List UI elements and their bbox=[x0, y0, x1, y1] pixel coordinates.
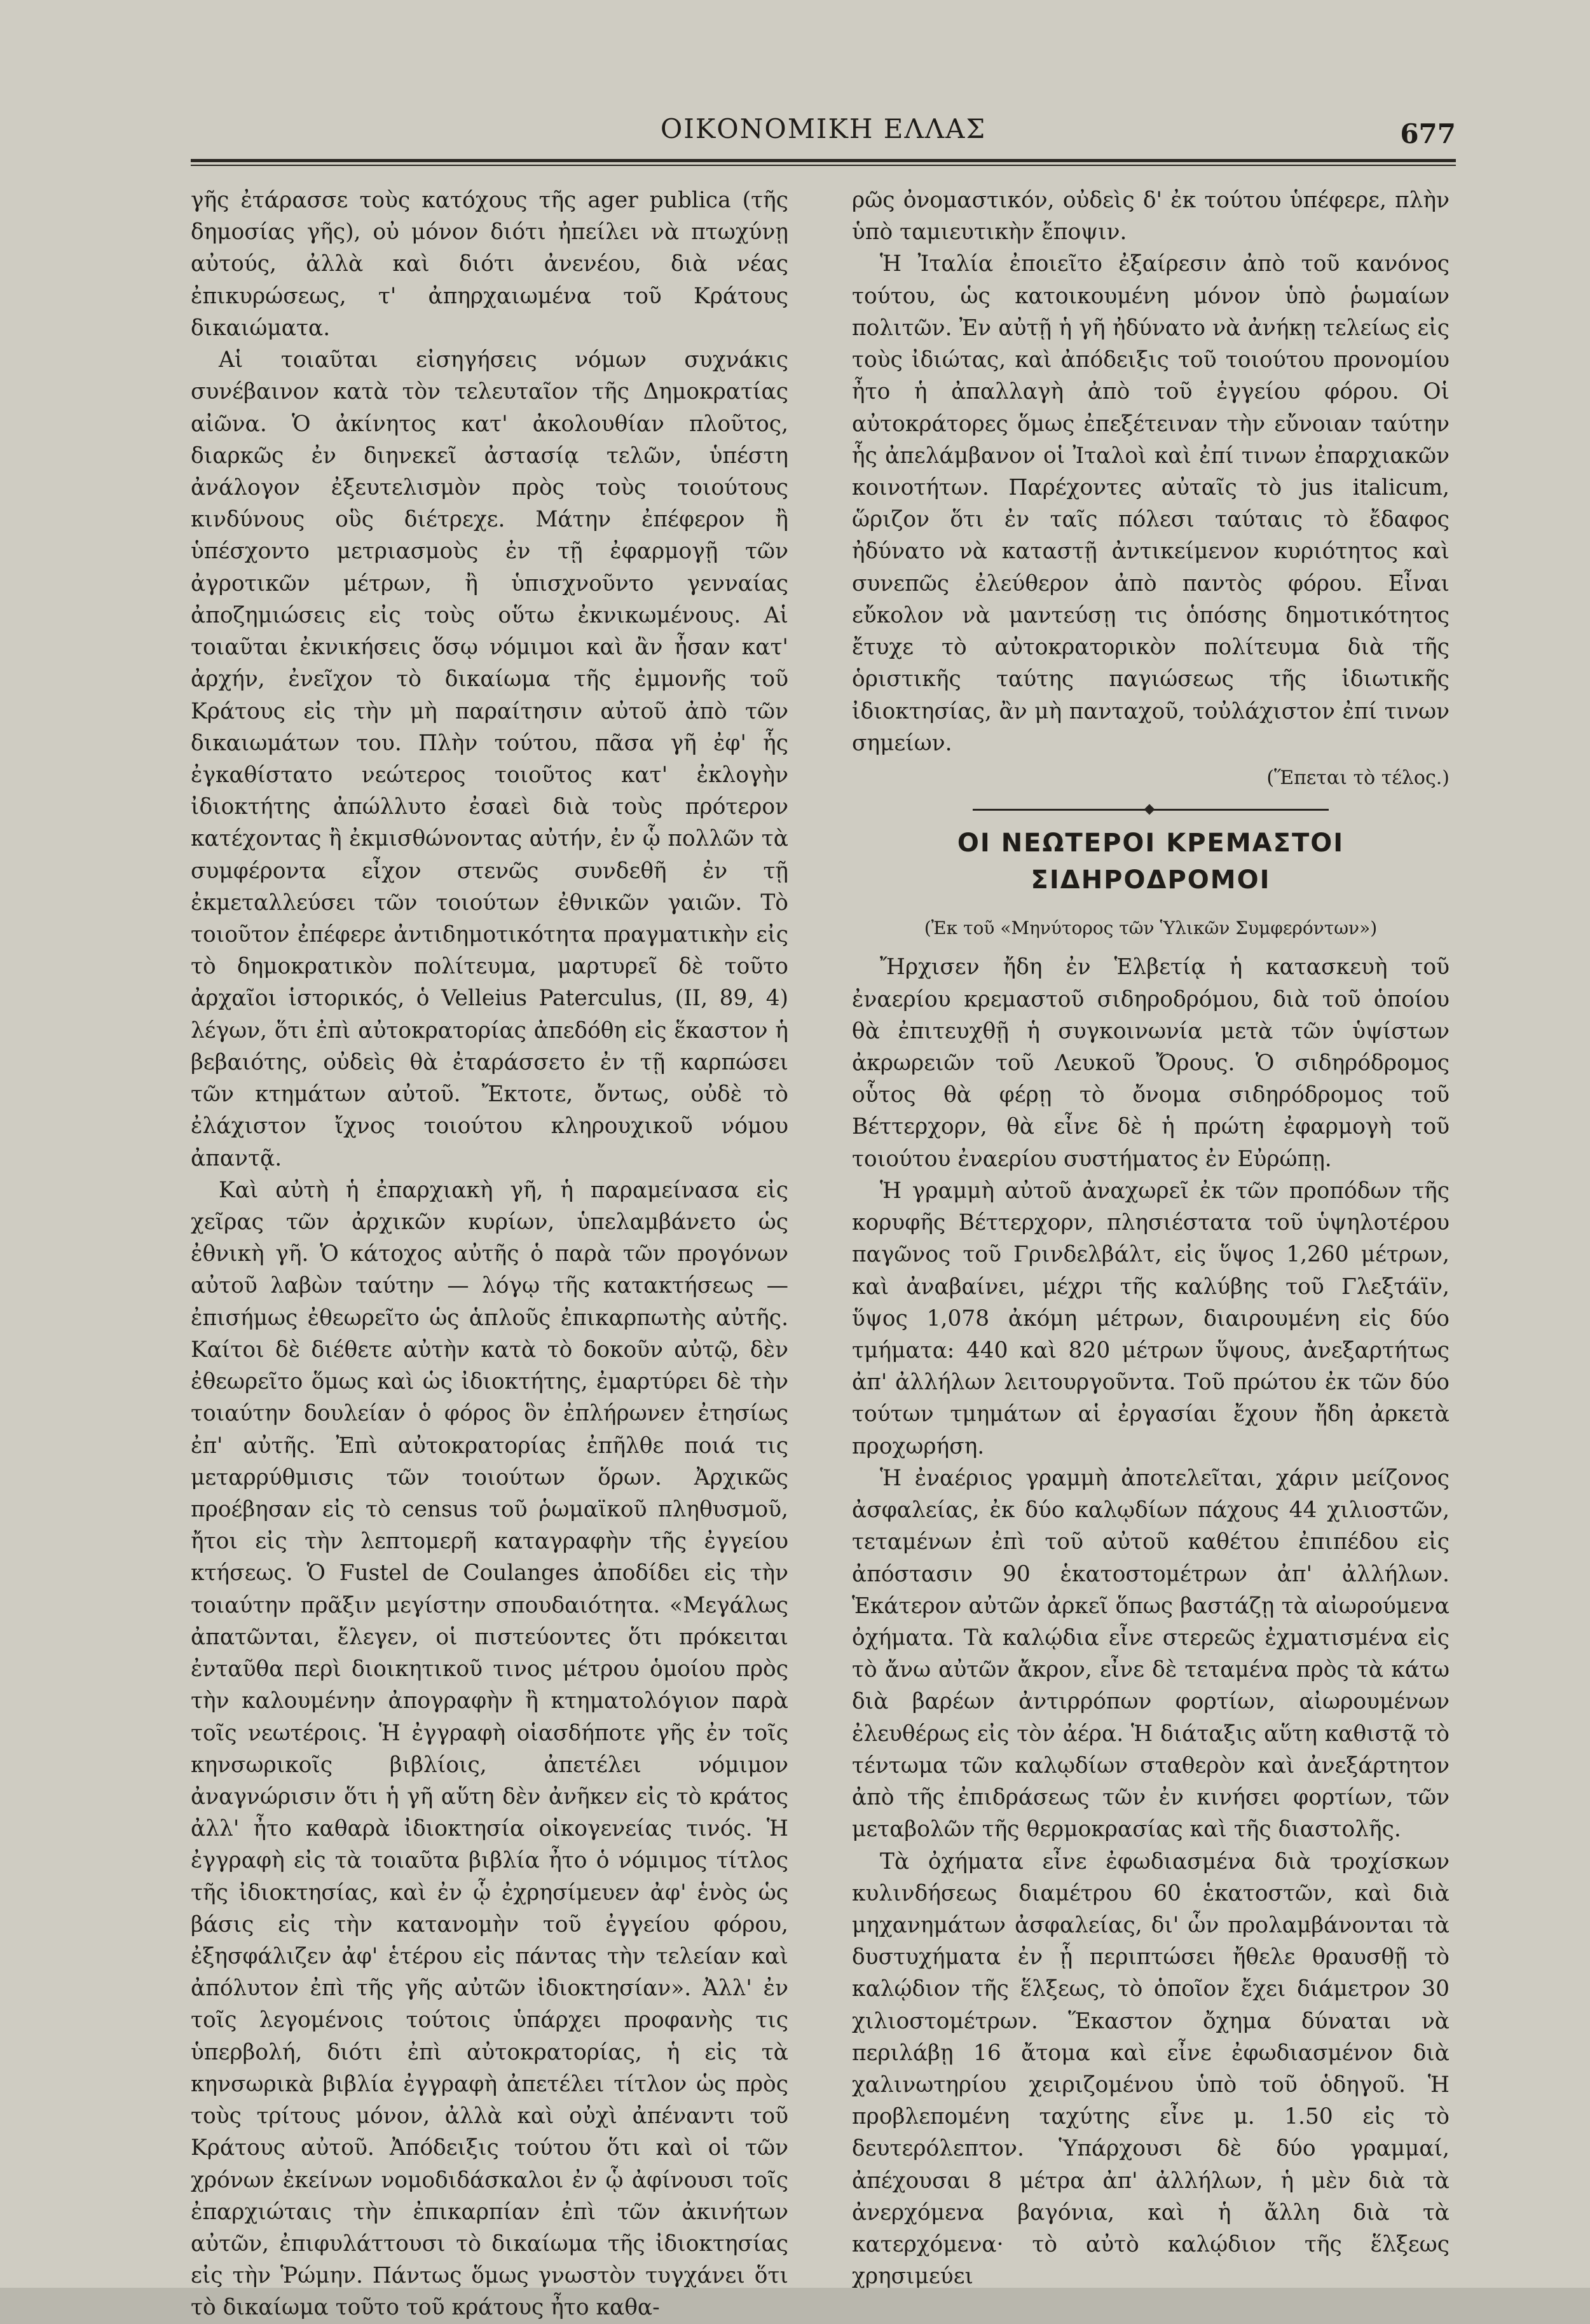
left-paragraph: γῆς ἐτάρασσε τοὺς κατόχους τῆς ager publica (τῆς δημοσίας γῆς), οὐ μόνον διότι ἠπείλει νὰ πτωχύνῃ αὐτούς, ἀλλὰ καὶ διότι ἀνενέου, διὰ νέας ἐπικυρώσεως, τ' ἀπηρχαιωμένα τοῦ Κράτους δικαιώματα. bbox=[191, 188, 788, 341]
continues-note: (Ἕπεται τὸ τέλος.) bbox=[1266, 766, 1450, 789]
right-paragraph: Ἡ Ἰταλία ἐποιεῖτο ἐξαίρεσιν ἀπὸ τοῦ κανόνος τούτου, ὡς κατοικουμένη μόνον ὑπὸ ῥωμαίων πολιτῶν. Ἐν αὐτῇ ἡ γῆ ἠδύνατο νὰ ἀνήκῃ τελείως εἰς τοὺς ἰδιώτας, καὶ ἀπόδειξις τοῦ τοιούτου προνομίου ἦτο ἡ ἀπαλλαγὴ ἀπὸ τοῦ ἐγγείου φόρου. Οἱ αὐτοκράτορες ὅμως ἐπεξέτειναν τὴν εὔνοιαν ταύτην ἧς ἀπελάμβανον οἱ Ἰταλοὶ καὶ ἐπί τινων ἐπαρχιακῶν κοινοτήτων. Παρέχοντες αὐταῖς τὸ jus italicum, ὥριζον ὅτι ἐν ταῖς πόλεσι ταύταις τὸ ἔδαφος ἠδύνατο νὰ καταστῇ ἀντικείμενον κυριότητος καὶ συνεπῶς ἐλεύθερον ἀπὸ παντὸς φόρου. Εἶναι εὔκολον νὰ μαντεύσῃ τις ὁπόσης δημοτικότητος ἔτυχε τὸ αὐτοκρατορικὸν πολίτευμα διὰ τῆς ὁριστικῆς ταύτης παγιώσεως τῆς ἰδιωτικῆς ἰδιοκτησίας, ἂν μὴ πανταχοῦ, τοὐλάχιστον ἐπί τινων σημείων. bbox=[852, 251, 1450, 756]
right-paragraph: ρῶς ὀνομαστικόν, οὐδεὶς δ' ἐκ τούτου ὑπέφερε, πλὴν ὑπὸ ταμιευτικὴν ἔποψιν. bbox=[852, 188, 1450, 245]
left-paragraph: Αἱ τοιαῦται εἰσηγήσεις νόμων συχνάκις συνέβαινον κατὰ τὸν τελευταῖον τῆς Δημοκρατίας αἰῶνα. Ὁ ἀκίνητος κατ' ἀκολουθίαν πλοῦτος, διαρκῶς ἐν διηνεκεῖ ἀστασίᾳ τελῶν, ὑπέστη ἀνάλογον ἐξευτελισμὸν πρὸς τοὺς τοιούτους κινδύνους οὓς διέτρεχε. Μάτην ἐπέφερον ἢ ὑπέσχοντο μετριασμοὺς ἐν τῇ ἐφαρμογῇ τῶν ἀγροτικῶν μέτρων, ἢ ὑπισχνοῦντο γενναίας ἀποζημιώσεις εἰς τοὺς οὕτω ἐκνικωμένους. Αἱ τοιαῦται ἐκνικήσεις ὅσῳ νόμιμοι καὶ ἂν ἦσαν κατ' ἀρχήν, ἐνεῖχον τὸ δικαίωμα τῆς ἐμμονῆς τοῦ Κράτους εἰς τὴν μὴ παραίτησιν αὐτοῦ ἀπὸ τῶν δικαιωμάτων του. Πλὴν τούτου, πᾶσα γῆ ἐφ' ἧς ἐγκαθίστατο νεώτερος τοιοῦτος κατ' ἐκλογὴν ἰδιοκτήτης ἀπώλλυτο ἐσαεὶ διὰ τοὺς πρότερον κατέχοντας ἢ ἐκμισθώνοντας αὐτήν, ἐν ᾧ πολλῶν τὰ συμφέροντα εἶχον στενῶς συνδεθῆ ἐν τῇ ἐκμεταλλεύσει τῶν τοιούτων ἐθνικῶν γαιῶν. Τὸ τοιοῦτον ἐπέφερε ἀντιδημοτικότητα πραγματικὴν εἰς τὸ δημοκρατικὸν πολίτευμα, μαρτυρεῖ δὲ τοῦτο ἀρχαῖοι ἱστορικός, ὁ Velleius Paterculus, (II, 89, 4) λέγων, ὅτι ἐπὶ αὐτοκρατορίας ἀπεδόθη εἰς ἕκαστον ἡ βεβαιότης, οὐδεὶς θὰ ἐταράσσετο ἐν τῇ καρπώσει τῶν κτημάτων αὐτοῦ. Ἔκτοτε, ὄντως, οὐδὲ τὸ ἐλάχιστον ἴχνος τοιούτου κληρουχικοῦ νόμου ἀπαντᾷ. bbox=[191, 347, 788, 1171]
article-paragraph: Ἤρχισεν ἤδη ἐν Ἑλβετίᾳ ἡ κατασκευὴ τοῦ ἐναερίου κρεμαστοῦ σιδηροδρόμου, διὰ τοῦ ὁποίου θὰ ἐπιτευχθῇ ἡ συγκοινωνία μετὰ τῶν ὑψίστων ἀκρωρειῶν τοῦ Λευκοῦ Ὄρους. Ὁ σιδηρόδρομος οὗτος θὰ φέρῃ τὸ ὄνομα σιδηρόδρομος τοῦ Βέττερχορν, θὰ εἶνε δὲ ἡ πρώτη ἐφαρμογὴ τοῦ τοιούτου ἐναερίου συστήματος ἐν Εὐρώπῃ. bbox=[852, 954, 1450, 1172]
page-number: 677 bbox=[1400, 118, 1456, 149]
article-paragraph: Τὰ ὀχήματα εἶνε ἐφωδιασμένα διὰ τροχίσκων κυλινδήσεως διαμέτρου 60 ἑκατοστῶν, καὶ διὰ μηχανημάτων ἀσφαλείας, δι' ὧν προλαμβάνονται τὰ δυστυχήματα ἐν ᾗ περιπτώσει ἤθελε θραυσθῇ τὸ καλῴδιον τῆς ἕλξεως, τὸ ὁποῖον ἔχει διάμετρον 30 χιλιοστομέτρων. Ἕκαστον ὄχημα δύναται νὰ περιλάβῃ 16 ἄτομα καὶ εἶνε ἐφωδιασμένον διὰ χαλινωτηρίου χειριζομένου ὑπὸ τοῦ ὁδηγοῦ. Ἡ προβλεπομένη ταχύτης εἶνε μ. 1.50 εἰς τὸ δευτερόλεπτον. Ὑπάρχουσι δὲ δύο γραμμαί, ἀπέχουσαι 8 μέτρα ἀπ' ἀλλήλων, ἡ μὲν διὰ τὰ ἀνερχόμενα βαγόνια, καὶ ἡ ἄλλη διὰ τὰ κατερχόμενα· τὸ αὐτὸ καλῴδιον τῆς ἕλξεως χρησιμεύει bbox=[852, 1848, 1450, 2290]
article-source: (Ἐκ τοῦ «Μηνύτορος τῶν Ὑλικῶν Συμφερόντων») bbox=[924, 917, 1378, 939]
article-title: ΟΙ ΝΕΩΤΕΡΟΙ ΚΡΕΜΑΣΤΟΙ ΣΙΔΗΡΟΔΡΟΜΟΙ bbox=[957, 828, 1345, 895]
article-paragraph: Ἡ γραμμὴ αὐτοῦ ἀναχωρεῖ ἐκ τῶν προπόδων τῆς κορυφῆς Βέττερχορν, πλησιέστατα τοῦ ὑψηλοτέρου παγῶνος τοῦ Γρινδελβάλτ, εἰς ὕψος 1,260 μέτρων, καὶ ἀναβαίνει, μέχρι τῆς καλύβης τοῦ Γλεξτάϊν, ὕψος 1,078 ἀκόμη μέτρων, διαιρουμένη εἰς δύο τμήματα: 440 καὶ 820 μέτρων ὕψους, ἀνεξαρτήτως ἀπ' ἀλλήλων λειτουργοῦντα. Τοῦ πρώτου ἐκ τῶν δύο τούτων τμημάτων αἱ ἐργασίαι ἔχουν ἤδη ἀρκετὰ προχωρήση. bbox=[852, 1178, 1450, 1459]
left-paragraph: Καὶ αὐτὴ ἡ ἐπαρχιακὴ γῆ, ἡ παραμείνασα εἰς χεῖρας τῶν ἀρχικῶν κυρίων, ὑπελαμβάνετο ὡς ἐθνικὴ γῆ. Ὁ κάτοχος αὐτῆς ὁ παρὰ τῶν προγόνων αὐτοῦ λαβὼν ταύτην — λόγῳ τῆς κατακτήσεως — ἐπισήμως ἐθεωρεῖτο ὡς ἁπλοῦς ἐπικαρπωτὴς αὐτῆς. Καίτοι δὲ διέθετε αὐτὴν κατὰ τὸ δοκοῦν αὐτῷ, δὲν ἐθεωρεῖτο ὅμως καὶ ὡς ἰδιοκτήτης, ἐμαρτύρει δὲ τὴν τοιαύτην δουλείαν ὁ φόρος ὃν ἐπλήρωνεν ἐτησίως ἐπ' αὐτῆς. Ἐπὶ αὐτοκρατορίας ἐπῆλθε ποιά τις μεταρρύθμισις τῶν τοιούτων ὅρων. Ἀρχικῶς προέβησαν εἰς τὸ census τοῦ ῥωμαϊκοῦ πληθυσμοῦ, ἤτοι εἰς τὴν λεπτομερῆ καταγραφὴν τῆς ἐγγείου κτήσεως. Ὁ Fustel de Coulanges ἀποδίδει εἰς τὴν τοιαύτην πρᾶξιν μεγίστην σπουδαιότητα. «Μεγάλως ἀπατῶνται, ἔλεγεν, οἱ πιστεύοντες ὅτι πρόκειται ἐνταῦθα περὶ διοικητικοῦ τινος μέτρου ὁμοίου πρὸς τὴν καλουμένην ἀπογραφὴν ἢ κτηματολόγιον παρὰ τοῖς νεωτέροις. Ἡ ἐγγραφὴ οἱασδήποτε γῆς ἐν τοῖς κηνσωρικοῖς βιβλίοις, ἀπετέλει νόμιμον ἀναγνώρισιν ὅτι ἡ γῆ αὕτη δὲν ἀνῆκεν εἰς τὸ κράτος ἀλλ' ἦτο καθαρὰ ἰδιοκτησία οἰκογενείας τινός. Ἡ ἐγγραφὴ εἰς τὰ τοιαῦτα βιβλία ἦτο ὁ νόμιμος τίτλος τῆς ἰδιοκτησίας, καὶ ἐν ᾧ ἐχρησίμευεν ἀφ' ἑνὸς ὡς βάσις εἰς τὴν κατανομὴν τοῦ ἐγγείου φόρου, ἐξησφάλιζεν ἀφ' ἑτέρου εἰς πάντας τὴν τελείαν καὶ ἀπόλυτον ἐπὶ τῆς γῆς αὐτῶν ἰδιοκτησίαν». Ἀλλ' ἐν τοῖς λεγομένοις τούτοις ὑπάρχει προφανὴς τις ὑπερβολή, διότι ἐπὶ αὐτοκρατορίας, ἡ εἰς τὰ κηνσωρικὰ βιβλία ἐγγραφὴ ἀπετέλει τίτλον ὡς πρὸς τοὺς τρίτους μόνον, ἀλλὰ καὶ οὐχὶ ἀπέναντι τοῦ Κράτους αὐτοῦ. Ἀπόδειξις τούτου ὅτι καὶ οἱ τῶν χρόνων ἐκείνων νομοδιδάσκαλοι ἐν ᾧ ἀφίνουσι τοῖς ἐπαρχιώταις τὴν ἐπικαρπίαν ἐπὶ τῶν ἀκινήτων αὐτῶν, ἐπιφυλάττουσι τὸ δικαίωμα τῆς ἰδιοκτησίας εἰς τὴν Ῥώμην. Πάντως ὅμως γνωστὸν τυγχάνει ὅτι τὸ δικαίωμα τοῦτο τοῦ κράτους ἦτο καθα- bbox=[191, 1177, 788, 2321]
right-column bbox=[852, 184, 1450, 2293]
article-paragraph: Ἡ ἐναέριος γραμμὴ ἀποτελεῖται, χάριν μείζονος ἀσφαλείας, ἐκ δύο καλῳδίων πάχους 44 χιλιοστῶν, τεταμένων ἐπὶ τοῦ αὐτοῦ καθέτου ἐπιπέδου εἰς ἀπόστασιν 90 ἑκατοστομέτρων ἀπ' ἀλλήλων. Ἑκάτερον αὐτῶν ἀρκεῖ ὅπως βαστάζῃ τὰ αἰωρούμενα ὀχήματα. Τὰ καλῴδια εἶνε στερεῶς ἐχματισμένα εἰς τὸ ἄνω αὐτῶν ἄκρον, εἶνε δὲ τεταμένα πρὸς τὰ κάτω διὰ βαρέων ἀντιρρόπων φορτίων, αἰωρουμένων ἐλευθέρως εἰς τὸν ἀέρα. Ἡ διάταξις αὕτη καθιστᾷ τὸ τέντωμα τῶν καλῳδίων σταθερὸν καὶ ἀνεξάρτητον ἀπὸ τῆς ἐπιδράσεως τῶν ἐν κινήσει φορτίων, τῶν μεταβολῶν τῆς θερμοκρασίας καὶ τῆς διαστολῆς. bbox=[852, 1465, 1450, 1843]
running-title: ΟΙΚΟΝΟΜΙΚΗ ΕΛΛΑΣ bbox=[660, 113, 987, 144]
left-column bbox=[191, 184, 788, 2324]
header-rule bbox=[191, 159, 1456, 166]
section-divider bbox=[973, 809, 1329, 811]
page-header bbox=[191, 113, 1456, 153]
